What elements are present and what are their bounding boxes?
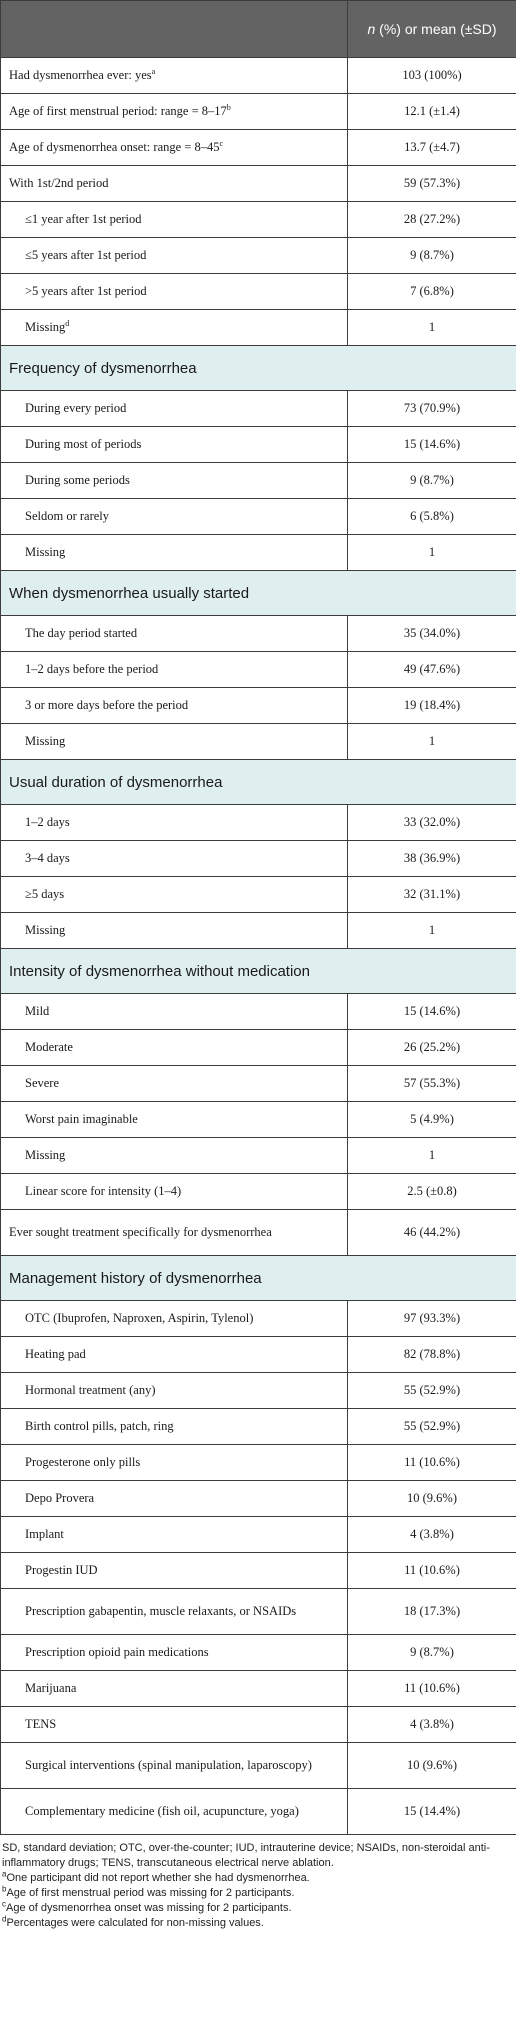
row-label-cell (1, 913, 348, 949)
row-value: 103 (100%) (348, 58, 516, 94)
row-value: 82 (78.8%) (348, 1337, 516, 1373)
row-value: 59 (57.3%) (348, 166, 516, 202)
row-label-cell (1, 841, 348, 877)
row-label-cell (1, 238, 348, 274)
table-row (1, 1635, 516, 1671)
table-row (1, 130, 516, 166)
table-row (1, 1589, 516, 1635)
row-value: 57 (55.3%) (348, 1066, 516, 1102)
row-value: 5 (4.9%) (348, 1102, 516, 1138)
row-label: Age of first menstrual period: range = 8–17 (9, 104, 227, 118)
row-value: 19 (18.4%) (348, 688, 516, 724)
row-label: Severe (25, 1076, 60, 1090)
footnote-text: Age of first menstrual period was missing for 2 participants. (6, 1887, 295, 1899)
table-row (1, 202, 516, 238)
row-label-cell (1, 130, 348, 166)
row-value: 35 (34.0%) (348, 616, 516, 652)
table-row (1, 238, 516, 274)
row-label-cell (1, 1174, 348, 1210)
table-row (1, 1337, 516, 1373)
table-row (1, 1138, 516, 1174)
row-label-cell (1, 1210, 348, 1256)
table-row (1, 1066, 516, 1102)
table-row (1, 724, 516, 760)
row-label: 3 or more days before the period (25, 698, 189, 712)
row-value: 18 (17.3%) (348, 1589, 516, 1635)
row-value: 33 (32.0%) (348, 805, 516, 841)
table-row (1, 166, 516, 202)
row-value: 97 (93.3%) (348, 1301, 516, 1337)
section-header-row (1, 571, 516, 616)
row-label: Linear score for intensity (1–4) (25, 1184, 182, 1198)
footnote-marker: a (2, 1869, 7, 1879)
row-label: Missing (25, 923, 66, 937)
table-row (1, 1102, 516, 1138)
table-row (1, 94, 516, 130)
footnote (2, 1841, 514, 1871)
row-label-cell (1, 58, 348, 94)
row-label-cell (1, 1445, 348, 1481)
row-label-cell (1, 1743, 348, 1789)
table-row (1, 1301, 516, 1337)
row-label-cell (1, 1102, 348, 1138)
row-label-cell (1, 202, 348, 238)
row-value: 15 (14.6%) (348, 427, 516, 463)
row-value: 9 (8.7%) (348, 1635, 516, 1671)
table-row (1, 1707, 516, 1743)
section-header-row (1, 1256, 516, 1301)
row-label-cell (1, 427, 348, 463)
footnote (2, 1871, 514, 1886)
row-label: Implant (25, 1527, 64, 1541)
table-body (1, 58, 516, 1835)
row-label-cell (1, 1671, 348, 1707)
row-value: 7 (6.8%) (348, 274, 516, 310)
table-row (1, 805, 516, 841)
row-label: Worst pain imaginable (25, 1112, 138, 1126)
row-label: Birth control pills, patch, ring (25, 1419, 174, 1433)
row-value: 49 (47.6%) (348, 652, 516, 688)
table-row (1, 616, 516, 652)
table-row (1, 1174, 516, 1210)
row-value: 10 (9.6%) (348, 1743, 516, 1789)
section-title: Intensity of dysmenorrhea without medication (1, 949, 516, 994)
row-value: 9 (8.7%) (348, 463, 516, 499)
footnote-text: Age of dysmenorrhea onset was missing for 2 participants. (6, 1902, 292, 1914)
table-row (1, 688, 516, 724)
section-title: Management history of dysmenorrhea (1, 1256, 516, 1301)
row-label: Age of dysmenorrhea onset: range = 8–45 (9, 140, 220, 154)
row-label-cell (1, 1635, 348, 1671)
section-header-row (1, 949, 516, 994)
footnote-text: One participant did not report whether she had dysmenorrhea. (6, 1872, 310, 1884)
table-row (1, 499, 516, 535)
row-value: 1 (348, 310, 516, 346)
row-value: 4 (3.8%) (348, 1707, 516, 1743)
row-label: Progesterone only pills (25, 1455, 141, 1469)
row-label-cell (1, 166, 348, 202)
footnote-marker: c (2, 1899, 6, 1909)
row-label-cell (1, 1481, 348, 1517)
row-label: During every period (25, 401, 127, 415)
row-value: 9 (8.7%) (348, 238, 516, 274)
header-value-column (348, 1, 516, 58)
table-row (1, 913, 516, 949)
row-label-cell (1, 1301, 348, 1337)
row-value: 4 (3.8%) (348, 1517, 516, 1553)
row-label: Missing (25, 734, 66, 748)
row-value: 6 (5.8%) (348, 499, 516, 535)
row-label-cell (1, 94, 348, 130)
row-value: 55 (52.9%) (348, 1373, 516, 1409)
row-label-cell (1, 1138, 348, 1174)
table-row (1, 652, 516, 688)
row-label: ≥5 days (25, 887, 65, 901)
row-label: 1–2 days (25, 815, 70, 829)
header-label-column (1, 1, 348, 58)
section-header-row (1, 760, 516, 805)
table-row (1, 1445, 516, 1481)
footnote-marker: a (151, 66, 156, 76)
row-value: 10 (9.6%) (348, 1481, 516, 1517)
table-row (1, 1517, 516, 1553)
row-value: 46 (44.2%) (348, 1210, 516, 1256)
row-label: Surgical interventions (spinal manipulation, laparoscopy) (25, 1758, 312, 1772)
row-value: 1 (348, 724, 516, 760)
row-label-cell (1, 1517, 348, 1553)
table-row (1, 58, 516, 94)
table-row (1, 1030, 516, 1066)
row-label-cell (1, 616, 348, 652)
table-row (1, 1553, 516, 1589)
row-label: Hormonal treatment (any) (25, 1383, 156, 1397)
row-value: 15 (14.6%) (348, 994, 516, 1030)
row-label: Missing (25, 545, 66, 559)
footnote-marker: b (2, 1884, 7, 1894)
row-value: 1 (348, 1138, 516, 1174)
row-label-cell (1, 274, 348, 310)
row-label: With 1st/2nd period (9, 176, 109, 190)
footnote (2, 1886, 514, 1901)
table-row (1, 1743, 516, 1789)
row-label-cell (1, 499, 348, 535)
row-label: Missing (25, 320, 66, 334)
row-label: 3–4 days (25, 851, 70, 865)
footnote-marker: d (65, 318, 70, 328)
table-row (1, 463, 516, 499)
section-title: When dysmenorrhea usually started (1, 571, 516, 616)
footnote-marker: b (226, 102, 231, 112)
row-value: 1 (348, 535, 516, 571)
table-footnotes (0, 1835, 516, 1931)
row-label: Prescription opioid pain medications (25, 1645, 209, 1659)
row-label: Ever sought treatment specifically for dysmenorrhea (9, 1225, 272, 1239)
section-header-row (1, 346, 516, 391)
row-value: 32 (31.1%) (348, 877, 516, 913)
row-value: 28 (27.2%) (348, 202, 516, 238)
row-label-cell (1, 1337, 348, 1373)
row-value: 11 (10.6%) (348, 1445, 516, 1481)
row-label: Seldom or rarely (25, 509, 110, 523)
row-label-cell (1, 463, 348, 499)
table-row (1, 535, 516, 571)
table-row (1, 1409, 516, 1445)
row-label: ≤1 year after 1st period (25, 212, 142, 226)
row-value: 38 (36.9%) (348, 841, 516, 877)
row-label-cell (1, 688, 348, 724)
row-label-cell (1, 1589, 348, 1635)
row-label: Progestin IUD (25, 1563, 98, 1577)
section-title: Usual duration of dysmenorrhea (1, 760, 516, 805)
row-label-cell (1, 1066, 348, 1102)
row-label-cell (1, 391, 348, 427)
row-label: ≤5 years after 1st period (25, 248, 147, 262)
row-value: 11 (10.6%) (348, 1553, 516, 1589)
row-label-cell (1, 1789, 348, 1835)
table-row (1, 310, 516, 346)
row-label: During most of periods (25, 437, 142, 451)
header-value-text: (%) or mean (±SD) (375, 20, 497, 37)
row-value: 12.1 (±1.4) (348, 94, 516, 130)
row-label: Prescription gabapentin, muscle relaxants, or NSAIDs (25, 1604, 297, 1618)
row-label: The day period started (25, 626, 138, 640)
row-value: 1 (348, 913, 516, 949)
table-row (1, 841, 516, 877)
row-label: Moderate (25, 1040, 73, 1054)
footnote-text: SD, standard deviation; OTC, over-the-counter; IUD, intrauterine device; NSAIDs, non-steroidal anti-inflammatory drugs; TENS, transcutaneous electrical nerve ablation. (2, 1842, 490, 1869)
row-label: Complementary medicine (fish oil, acupuncture, yoga) (25, 1804, 299, 1818)
section-title: Frequency of dysmenorrhea (1, 346, 516, 391)
row-label: OTC (Ibuprofen, Naproxen, Aspirin, Tylenol) (25, 1311, 254, 1325)
footnote-marker: c (219, 138, 224, 148)
row-value: 2.5 (±0.8) (348, 1174, 516, 1210)
row-value: 73 (70.9%) (348, 391, 516, 427)
row-value: 55 (52.9%) (348, 1409, 516, 1445)
row-label-cell (1, 1707, 348, 1743)
table-row (1, 1210, 516, 1256)
row-value: 15 (14.4%) (348, 1789, 516, 1835)
row-label: Had dysmenorrhea ever: yes (9, 68, 152, 82)
table-row (1, 1671, 516, 1707)
row-value: 11 (10.6%) (348, 1671, 516, 1707)
row-label: Marijuana (25, 1681, 77, 1695)
header-n-italic: n (367, 20, 376, 37)
row-label: TENS (25, 1717, 57, 1731)
table-row (1, 391, 516, 427)
row-label-cell (1, 724, 348, 760)
row-label: Heating pad (25, 1347, 86, 1361)
row-label-cell (1, 1030, 348, 1066)
row-label-cell (1, 994, 348, 1030)
row-label-cell (1, 1553, 348, 1589)
footnote-marker: d (2, 1914, 7, 1924)
footnote (2, 1901, 514, 1916)
footnote-text: Percentages were calculated for non-missing values. (6, 1917, 264, 1929)
row-label-cell (1, 652, 348, 688)
row-label: Mild (25, 1004, 50, 1018)
row-label: Missing (25, 1148, 66, 1162)
row-value: 26 (25.2%) (348, 1030, 516, 1066)
footnote (2, 1916, 514, 1931)
table-row (1, 994, 516, 1030)
table-row (1, 877, 516, 913)
table-row (1, 274, 516, 310)
table-row (1, 1373, 516, 1409)
table-row (1, 427, 516, 463)
row-label-cell (1, 877, 348, 913)
table-row (1, 1789, 516, 1835)
row-label-cell (1, 1373, 348, 1409)
row-label-cell (1, 1409, 348, 1445)
row-label: Depo Provera (25, 1491, 95, 1505)
row-label: During some periods (25, 473, 130, 487)
row-label-cell (1, 805, 348, 841)
table-header-row (1, 1, 516, 58)
row-label: >5 years after 1st period (25, 284, 147, 298)
row-label-cell (1, 310, 348, 346)
row-label: 1–2 days before the period (25, 662, 159, 676)
row-value: 13.7 (±4.7) (348, 130, 516, 166)
row-label-cell (1, 535, 348, 571)
table-row (1, 1481, 516, 1517)
